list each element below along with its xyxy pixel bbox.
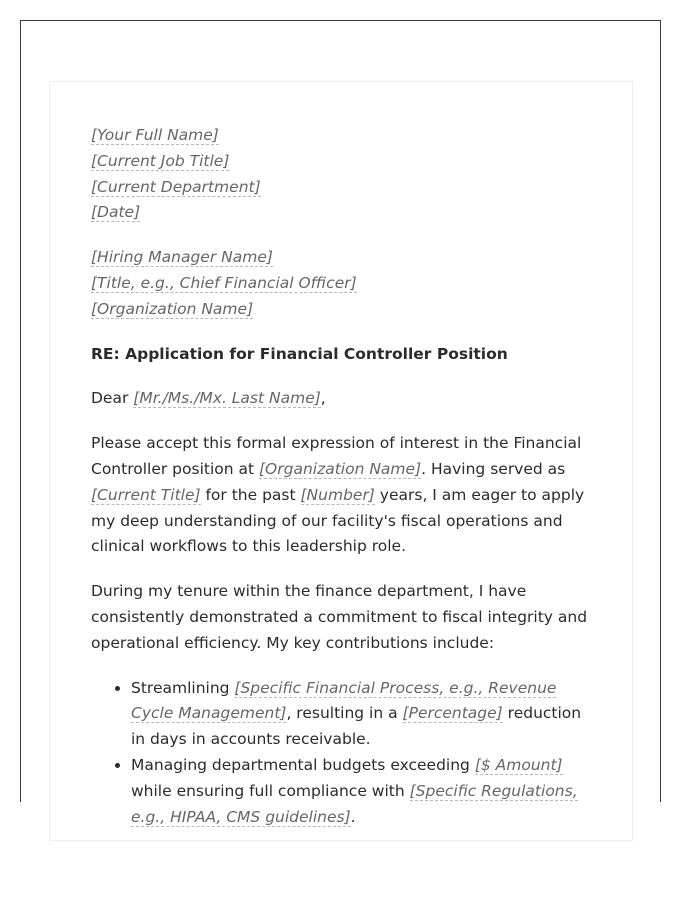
letter-page [49, 81, 633, 841]
percentage-placeholder: [Percentage] [402, 704, 503, 723]
recipient-block [91, 245, 591, 322]
recipient-organization-placeholder: [Organization Name] [91, 299, 254, 318]
list-item [131, 753, 591, 830]
contributions-paragraph: During my tenure within the finance department, I have consistently demonstrated a commitment to fiscal integrity and operational efficiency. My key contributions include: [91, 582, 588, 652]
sender-department-placeholder: [Current Department] [91, 177, 261, 196]
bullet-text: Managing departmental budgets exceeding [131, 755, 475, 774]
intro-text-1: Please accept this formal expression of interest in the Financial Controller position at [91, 434, 582, 478]
bullet-text: while ensuring full compliance with [131, 781, 410, 800]
subject-line: RE: Application for Financial Controller Position [91, 344, 508, 363]
sender-name-placeholder: [Your Full Name] [91, 126, 219, 144]
bullet-text: , resulting in a [286, 704, 403, 723]
letter-body [91, 123, 591, 830]
amount-placeholder: [$ Amount] [474, 755, 563, 774]
bullet-text: reduction in days in accounts receivable. [131, 704, 582, 749]
recipient-title-placeholder: [Title, e.g., Chief Financial Officer] [91, 273, 357, 292]
salutation [91, 386, 591, 412]
regulations-placeholder: [Specific Regulations, e.g., HIPAA, CMS guidelines] [131, 781, 578, 826]
sender-job-title-placeholder: [Current Job Title] [91, 151, 230, 170]
bullet-text: Streamlining [131, 678, 235, 697]
process-placeholder: [Specific Financial Process, e.g., Revenue Cycle Management] [131, 678, 557, 723]
salutation-prefix: Dear [91, 389, 134, 408]
salutation-suffix: , [320, 389, 326, 408]
current-title-placeholder: [Current Title] [91, 485, 201, 504]
bullet-text: . [350, 807, 356, 826]
intro-paragraph [91, 431, 591, 560]
contributions-list [91, 676, 591, 831]
list-item [131, 676, 591, 753]
sender-block [91, 123, 591, 226]
salutation-name-placeholder: [Mr./Ms./Mx. Last Name] [133, 389, 321, 408]
intro-text-4: years, I am eager to apply my deep understanding of our facility's fiscal operations and clinical workflows to this leadership role. [91, 485, 585, 556]
years-number-placeholder: [Number] [300, 485, 375, 504]
recipient-name-placeholder: [Hiring Manager Name] [91, 248, 273, 267]
intro-text-2: . Having served as [421, 459, 566, 478]
intro-text-3: for the past [200, 485, 301, 504]
date-placeholder: [Date] [91, 203, 141, 222]
organization-placeholder: [Organization Name] [259, 459, 422, 478]
document-viewport [20, 20, 661, 826]
